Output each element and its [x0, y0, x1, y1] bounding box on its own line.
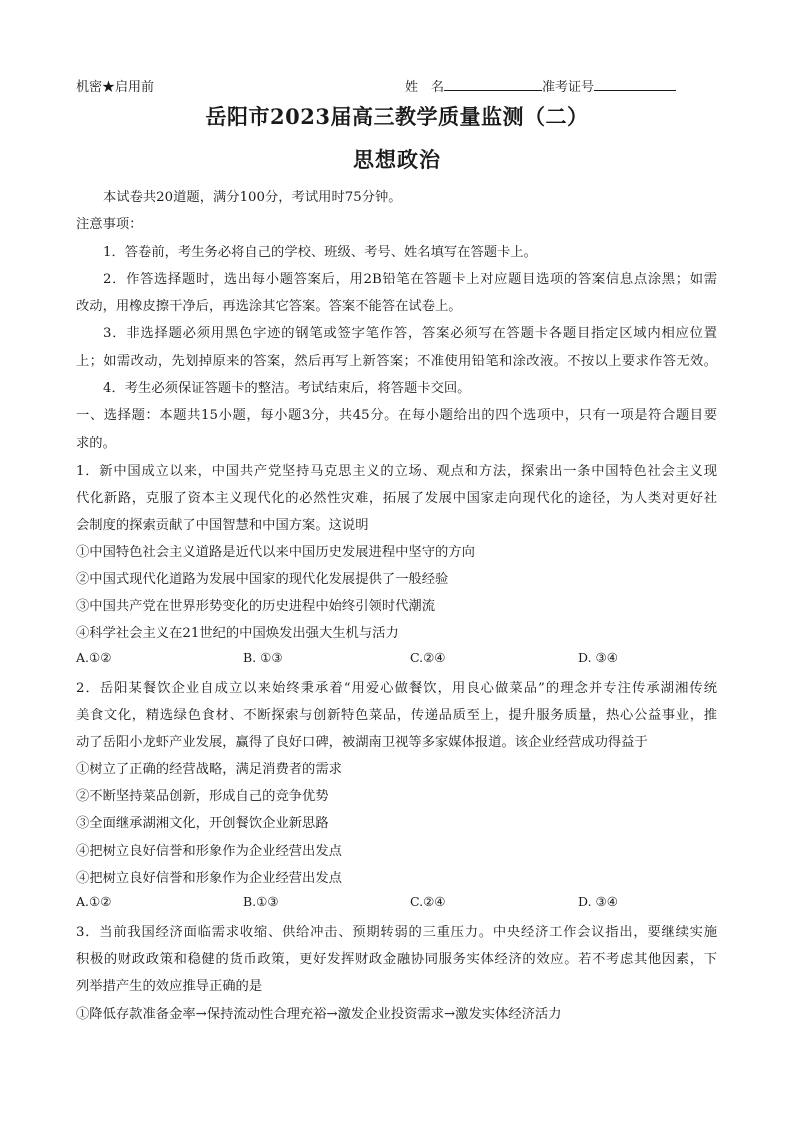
question-2-stem-line-1: 2．岳阳某餐饮企业自成立以来始终秉承着“用爱心做餐饮，用良心做菜品”的理念并专注传承湖湘传统: [76, 681, 717, 696]
note-2-line-2: 改动，用橡皮擦干净后，再选涂其它答案。答案不能答在试卷上。: [76, 299, 462, 314]
note-4: 4．考生必须保证答题卡的整洁。考试结束后，将答题卡交回。: [103, 381, 471, 396]
question-2-option-a: A.①②: [76, 894, 112, 909]
question-1-stem-line-1: 1．新中国成立以来，中国共产党坚持马克思主义的立场、观点和方法，探索出一条中国特色社会主义现: [76, 464, 717, 479]
question-1-statement-2: ②中国式现代化道路为发展中国家的现代化发展提供了一般经验: [76, 572, 449, 587]
question-1-option-b: B. ①③: [243, 650, 283, 665]
confidential-label: 机密★启用前: [76, 80, 155, 95]
question-2-option-b: B.①③: [243, 894, 279, 909]
note-3-line-1: 3．非选择题必须用黑色字迹的钢笔或签字笔作答，答案必须写在答题卡各题目指定区域内相应位置: [103, 326, 717, 341]
exam-number-label: 准考证号: [542, 80, 595, 95]
question-1-option-c: C.②④: [410, 650, 446, 665]
question-3-stem-line-2: 积极的财政政策和稳健的货币政策，更好发挥财政金融协同服务实体经济的效应。若不考虑其他因素，下: [76, 952, 717, 967]
question-1-option-a: A.①②: [76, 650, 112, 665]
question-2-statement-3: ③全面继承湖湘文化，开创餐饮企业新思路: [76, 816, 329, 831]
question-2-statement-4: ④把树立良好信誉和形象作为企业经营出发点: [76, 844, 342, 859]
question-2-stem-line-2: 美食文化，精选绿色食材、不断探索与创新特色菜品，传递品质至上，提升服务质量，热心公益事业，推: [76, 708, 717, 723]
note-1: 1．答卷前，考生务必将自己的学校、班级、考号、姓名填写在答题卡上。: [103, 245, 537, 260]
subject-title: 思想政治: [353, 147, 441, 172]
question-3-stem-line-3: 列举措产生的效应推导正确的是: [76, 979, 263, 994]
question-2-option-c: C.②④: [410, 894, 446, 909]
name-label: 姓 名: [405, 80, 445, 95]
question-2-option-d: D. ③④: [578, 894, 618, 909]
question-1-statement-3: ③中国共产党在世界形势变化的历史进程中始终引领时代潮流: [76, 599, 436, 614]
question-3-statement-1: ①降低存款准备金率→保持流动性合理充裕→激发企业投资需求→激发实体经济活力: [76, 1007, 562, 1022]
section-1-heading-cont: 求的。: [76, 436, 116, 451]
notes-heading: 注意事项：: [76, 217, 143, 232]
question-1-option-d: D. ③④: [578, 650, 618, 665]
question-2-statement-1: ①树立了正确的经营战略，满足消费者的需求: [76, 762, 342, 777]
question-1-statement-4: ④科学社会主义在21世纪的中国焕发出强大生机与活力: [76, 626, 399, 641]
note-2-line-1: 2．作答选择题时，选出每小题答案后，用2B铅笔在答题卡上对应题目选项的答案信息点涂黑；如需: [103, 272, 717, 287]
question-2-statement-4-repeat: ④把树立良好信誉和形象作为企业经营出发点: [76, 871, 342, 886]
candidate-info: [405, 76, 676, 95]
note-3-line-2: 上；如需改动，先划掉原来的答案，然后再写上新答案；不准使用铅笔和涂改液。不按以上要求作答无效。: [76, 354, 717, 369]
question-1-stem-line-3: 会制度的探索贡献了中国智慧和中国方案。这说明: [76, 518, 369, 533]
intro-text: 本试卷共20道题，满分100分，考试用时75分钟。: [103, 190, 402, 205]
section-1-heading: 一、选择题：本题共15小题，每小题3分，共45分。在每小题给出的四个选项中，只有一项是符合题目要: [76, 408, 717, 423]
question-1-stem-line-2: 代化新路，克服了资本主义现代化的必然性灾难，拓展了发展中国家走向现代化的途径，为人类对更好社: [76, 491, 717, 506]
name-blank[interactable]: [444, 78, 542, 91]
exam-number-blank[interactable]: [594, 78, 676, 91]
question-2-stem-line-3: 动了岳阳小龙虾产业发展，赢得了良好口碑，被湖南卫视等多家媒体报道。该企业经营成功得益于: [76, 735, 648, 750]
question-2-statement-2: ②不断坚持菜品创新，形成自己的竞争优势: [76, 789, 329, 804]
question-3-stem-line-1: 3．当前我国经济面临需求收缩、供给冲击、预期转弱的三重压力。中央经济工作会议指出，要继续实施: [76, 925, 717, 940]
exam-title: 岳阳市2023届高三教学质量监测（二）: [205, 104, 589, 129]
question-1-statement-1: ①中国特色社会主义道路是近代以来中国历史发展进程中坚守的方向: [76, 545, 475, 560]
